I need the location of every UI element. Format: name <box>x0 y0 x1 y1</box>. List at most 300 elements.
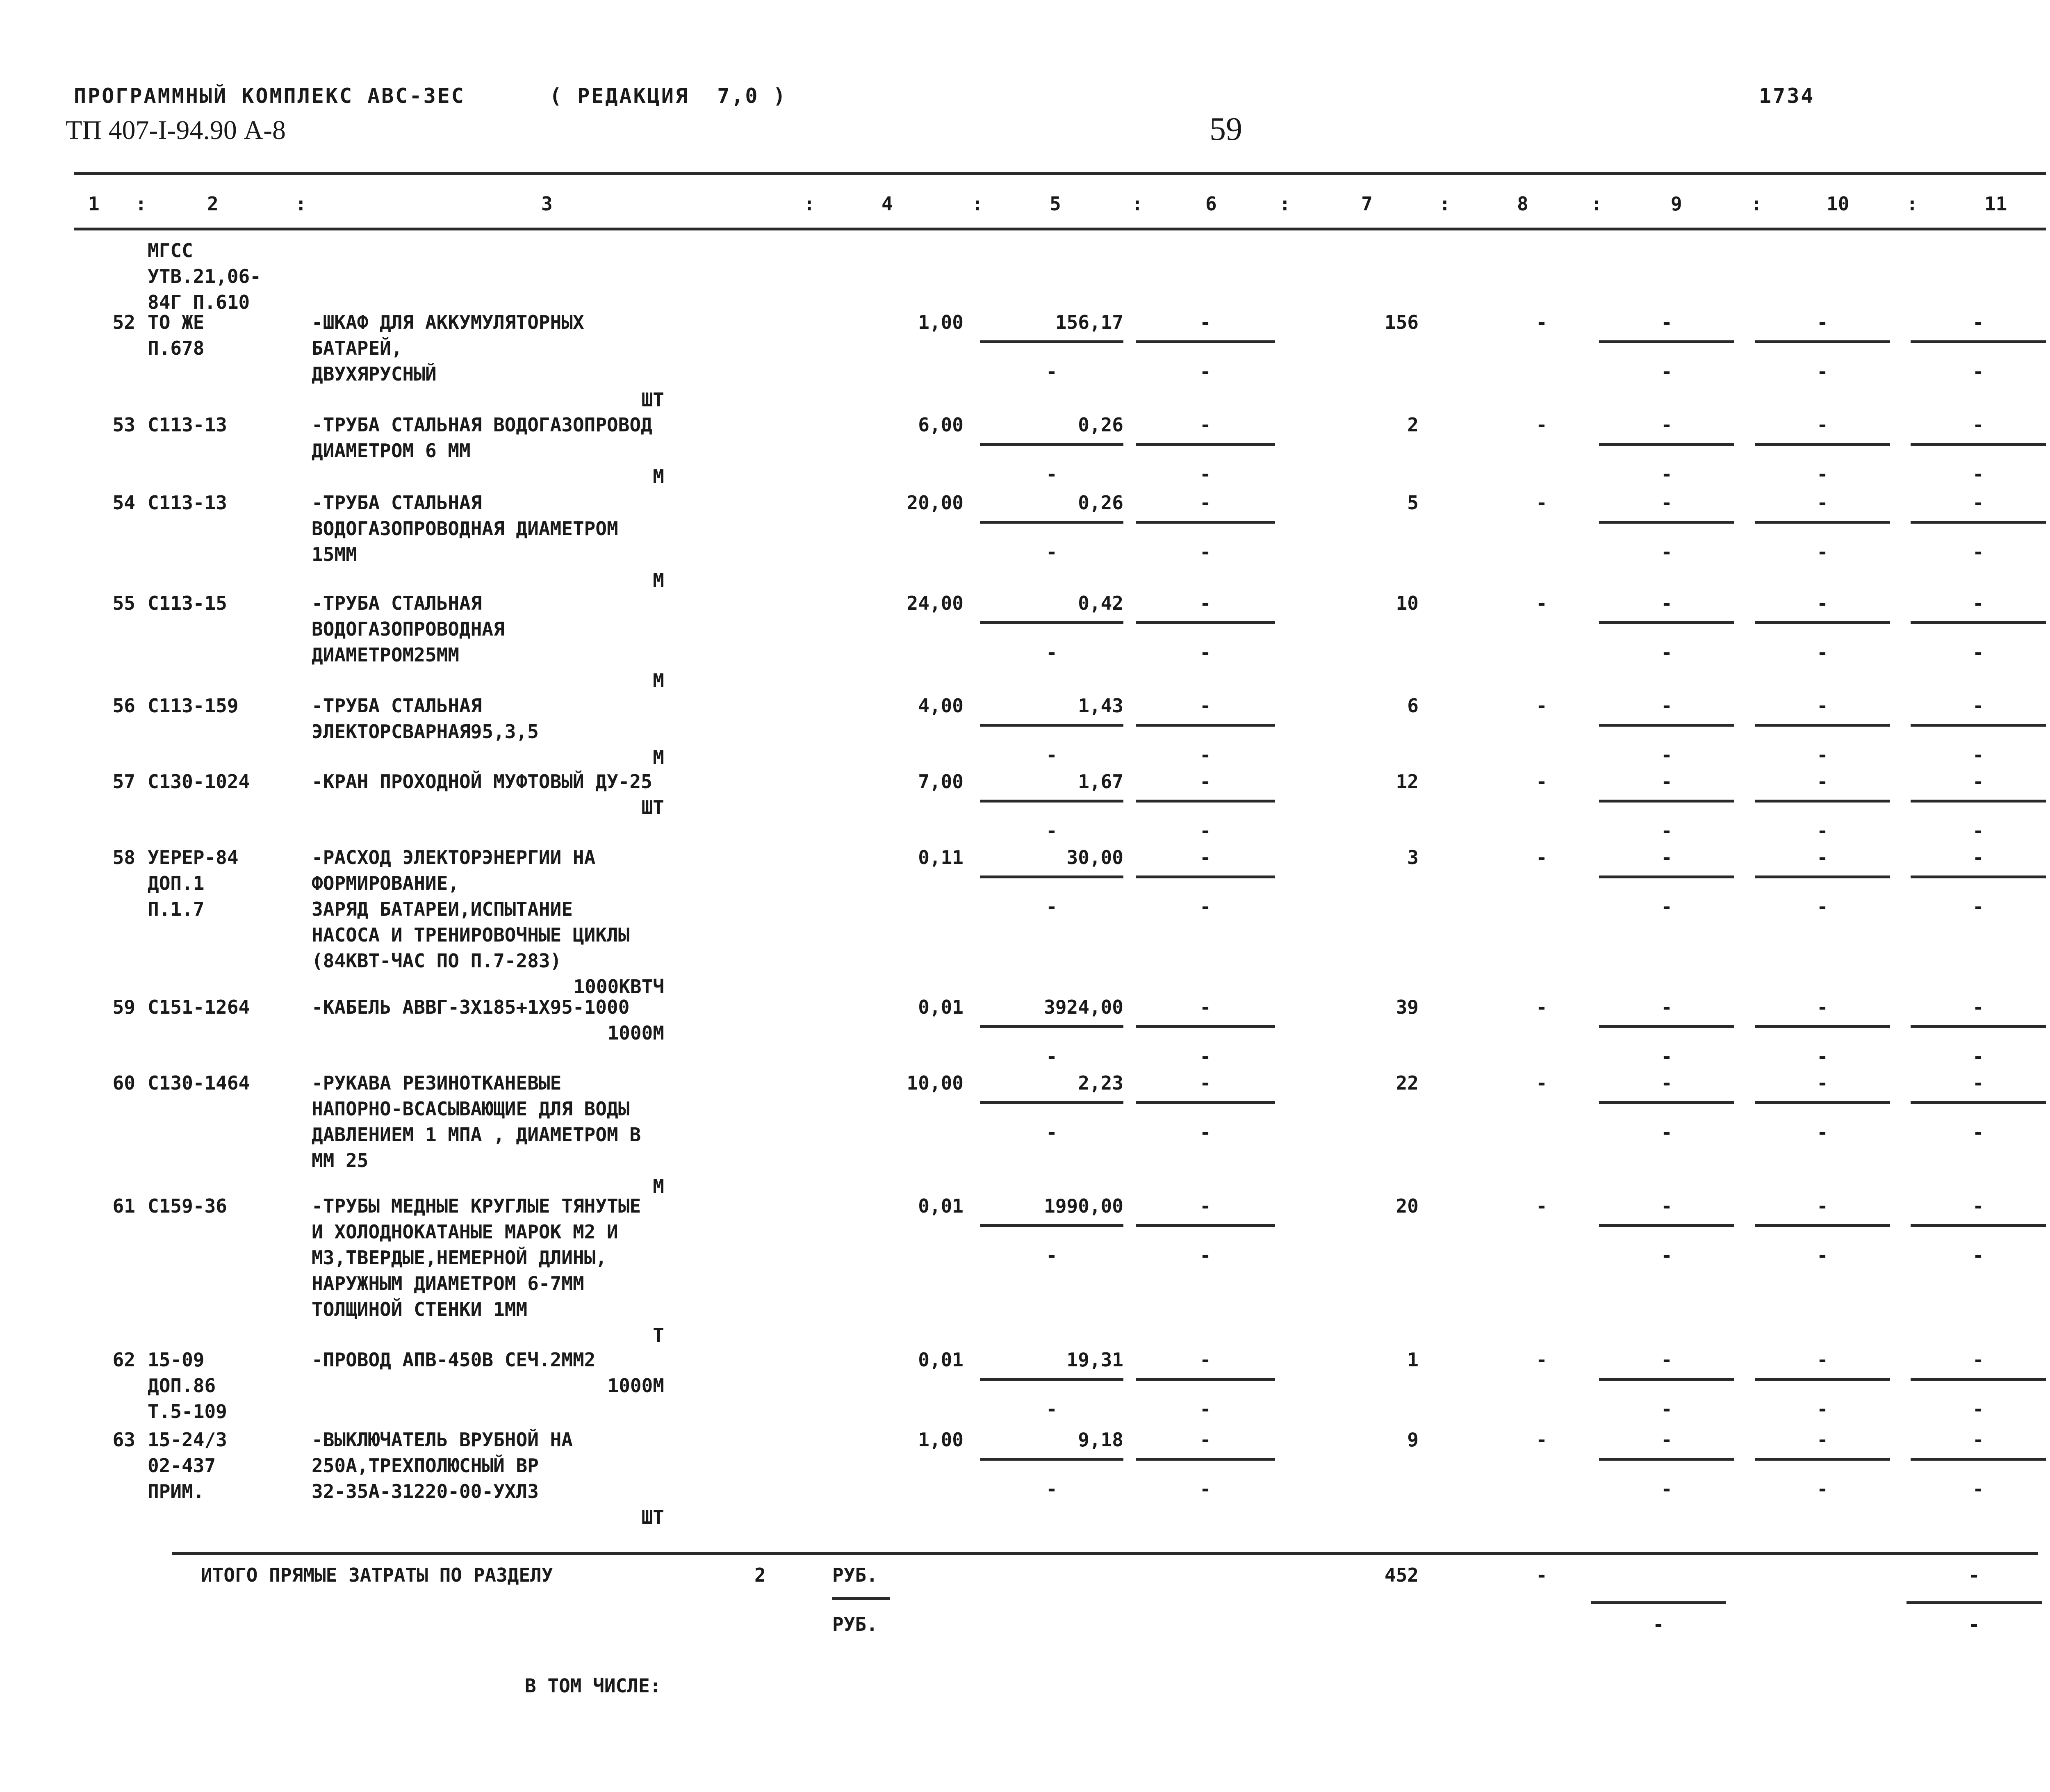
col6-sub-dash: - <box>1200 360 1211 383</box>
c10-underline <box>1755 724 1890 727</box>
c11-sub-dash: - <box>1973 541 1984 563</box>
c11-underline <box>1911 521 2046 524</box>
column-header-3: 3 <box>541 193 553 215</box>
col6-sub-dash: - <box>1200 1244 1211 1266</box>
col6-underline <box>1136 800 1275 803</box>
row-name: -КАБЕЛЬ АВВГ-3Х185+1Х95-1000 <box>312 996 630 1018</box>
price-sub-dash: - <box>1046 820 1057 842</box>
row-c11: - <box>1973 771 1984 793</box>
row-col8: - <box>1536 1349 1547 1371</box>
row-number: 61 <box>112 1195 135 1217</box>
c11-sub-dash: - <box>1973 1398 1984 1420</box>
row-col8: - <box>1536 592 1547 614</box>
row-unit: ШТ <box>641 1506 664 1528</box>
row-unit: ШТ <box>641 796 664 818</box>
row-col6: - <box>1200 592 1211 614</box>
col6-underline <box>1136 1224 1275 1227</box>
price-underline <box>980 1025 1123 1028</box>
c9-sub-dash: - <box>1661 1121 1672 1143</box>
price-underline <box>980 724 1123 727</box>
row-price: 1990,00 <box>1044 1195 1123 1217</box>
c10-sub-dash: - <box>1817 896 1828 918</box>
row-price: 9,18 <box>1078 1429 1123 1451</box>
col6-sub-dash: - <box>1200 896 1211 918</box>
row-name: -ТРУБА СТАЛЬНАЯ ВОДОГАЗОПРОВОДНАЯ ДИАМЕТРОМ25ММ <box>312 592 505 666</box>
row-qty: 24,00 <box>907 592 963 614</box>
row-col6: - <box>1200 1072 1211 1094</box>
row-code: С159-36 <box>148 1195 227 1217</box>
col6-sub-dash: - <box>1200 463 1211 485</box>
column-header-1: 1 <box>88 193 100 215</box>
row-unit: ШТ <box>641 389 664 411</box>
row-c10: - <box>1817 996 1828 1018</box>
row-qty: 0,01 <box>918 1195 963 1217</box>
row-code: С130-1024 <box>148 771 250 793</box>
row-c9: - <box>1661 846 1672 869</box>
c9-sub-dash: - <box>1661 896 1672 918</box>
price-underline <box>980 800 1123 803</box>
row-c10: - <box>1817 1429 1828 1451</box>
row-c11: - <box>1973 492 1984 514</box>
row-c11: - <box>1973 1429 1984 1451</box>
price-sub-dash: - <box>1046 1398 1057 1420</box>
column-header-4: 4 <box>882 193 893 215</box>
row-c10: - <box>1817 771 1828 793</box>
col6-underline <box>1136 875 1275 878</box>
row-c10: - <box>1817 1349 1828 1371</box>
c10-sub-dash: - <box>1817 1244 1828 1266</box>
c10-underline <box>1755 521 1890 524</box>
c11-underline <box>1911 1224 2046 1227</box>
row-col7: 6 <box>1407 695 1419 717</box>
row-col6: - <box>1200 492 1211 514</box>
c9-underline <box>1599 1458 1734 1461</box>
col6-underline <box>1136 724 1275 727</box>
col6-sub-dash: - <box>1200 1121 1211 1143</box>
c11-underline <box>1911 1458 2046 1461</box>
column-separator: : <box>1439 193 1451 215</box>
price-sub-dash: - <box>1046 641 1057 663</box>
column-separator: : <box>1279 193 1291 215</box>
row-name: -РАСХОД ЭЛЕКТОРЭНЕРГИИ НА ФОРМИРОВАНИЕ, ЗАРЯД БАТАРЕИ,ИСПЫТАНИЕ НАСОСА И ТРЕНИРОВОЧНЫЕ ЦИКЛЫ (84КВТ-ЧАС ПО П.7-283) <box>312 846 630 972</box>
row-col6: - <box>1200 1429 1211 1451</box>
c11-underline <box>1911 443 2046 446</box>
c11-sub-dash: - <box>1973 896 1984 918</box>
row-col6: - <box>1200 1195 1211 1217</box>
c9-sub-dash: - <box>1661 820 1672 842</box>
price-underline <box>980 621 1123 624</box>
row-code: С113-13 <box>148 492 227 514</box>
row-unit: Т <box>653 1324 664 1346</box>
total-col11-underline <box>1906 1601 2042 1604</box>
row-code: С130-1464 <box>148 1072 250 1094</box>
price-underline <box>980 443 1123 446</box>
total-unit-divider <box>832 1597 890 1600</box>
column-header-9: 9 <box>1671 193 1682 215</box>
row-col7: 12 <box>1396 771 1419 793</box>
row-number: 55 <box>112 592 135 614</box>
row-code: С113-15 <box>148 592 227 614</box>
c11-sub-dash: - <box>1973 820 1984 842</box>
row-c11: - <box>1973 592 1984 614</box>
row-col8: - <box>1536 846 1547 869</box>
top-rule <box>74 172 2046 175</box>
row-col8: - <box>1536 996 1547 1018</box>
row-c9: - <box>1661 592 1672 614</box>
c11-underline <box>1911 724 2046 727</box>
row-qty: 6,00 <box>918 414 963 436</box>
price-underline <box>980 1101 1123 1104</box>
row-price: 1,67 <box>1078 771 1123 793</box>
including-label: В ТОМ ЧИСЛЕ: <box>525 1675 661 1697</box>
row-number: 54 <box>112 492 135 514</box>
price-sub-dash: - <box>1046 1045 1057 1067</box>
c10-underline <box>1755 1224 1890 1227</box>
price-underline <box>980 1458 1123 1461</box>
col6-sub-dash: - <box>1200 641 1211 663</box>
row-c9: - <box>1661 311 1672 333</box>
total-col9-second: - <box>1653 1613 1664 1635</box>
c10-sub-dash: - <box>1817 641 1828 663</box>
row-c9: - <box>1661 1195 1672 1217</box>
c10-underline <box>1755 1025 1890 1028</box>
col6-underline <box>1136 340 1275 343</box>
price-sub-dash: - <box>1046 463 1057 485</box>
c9-underline <box>1599 443 1734 446</box>
c10-underline <box>1755 1378 1890 1381</box>
row-number: 57 <box>112 771 135 793</box>
row-number: 53 <box>112 414 135 436</box>
row-c11: - <box>1973 414 1984 436</box>
row-col7: 20 <box>1396 1195 1419 1217</box>
row-c10: - <box>1817 846 1828 869</box>
col6-sub-dash: - <box>1200 1398 1211 1420</box>
col6-underline <box>1136 1025 1275 1028</box>
row-qty: 7,00 <box>918 771 963 793</box>
c9-underline <box>1599 621 1734 624</box>
total-section: 2 <box>754 1564 766 1586</box>
c9-underline <box>1599 1378 1734 1381</box>
col6-sub-dash: - <box>1200 541 1211 563</box>
col6-underline <box>1136 621 1275 624</box>
price-sub-dash: - <box>1046 541 1057 563</box>
c10-underline <box>1755 800 1890 803</box>
c10-sub-dash: - <box>1817 1121 1828 1143</box>
row-c11: - <box>1973 311 1984 333</box>
row-price: 1,43 <box>1078 695 1123 717</box>
price-underline <box>980 1224 1123 1227</box>
row-col8: - <box>1536 771 1547 793</box>
c11-sub-dash: - <box>1973 744 1984 766</box>
row-c10: - <box>1817 311 1828 333</box>
page-number: 59 <box>1210 111 1242 147</box>
col6-underline <box>1136 1101 1275 1104</box>
price-sub-dash: - <box>1046 896 1057 918</box>
column-separator: : <box>804 193 815 215</box>
c9-sub-dash: - <box>1661 463 1672 485</box>
row-qty: 10,00 <box>907 1072 963 1094</box>
c9-underline <box>1599 340 1734 343</box>
c11-sub-dash: - <box>1973 463 1984 485</box>
c11-underline <box>1911 1378 2046 1381</box>
c9-underline <box>1599 1025 1734 1028</box>
price-sub-dash: - <box>1046 744 1057 766</box>
row-unit: М <box>653 569 664 591</box>
row-qty: 4,00 <box>918 695 963 717</box>
row-col8: - <box>1536 1429 1547 1451</box>
price-sub-dash: - <box>1046 360 1057 383</box>
row-number: 58 <box>112 846 135 869</box>
c11-underline <box>1911 1101 2046 1104</box>
col6-sub-dash: - <box>1200 1478 1211 1500</box>
c9-underline <box>1599 521 1734 524</box>
row-c9: - <box>1661 695 1672 717</box>
row-col7: 1 <box>1407 1349 1419 1371</box>
row-c10: - <box>1817 492 1828 514</box>
column-separator: : <box>1591 193 1602 215</box>
row-name: -ПРОВОД АПВ-450В СЕЧ.2ММ2 <box>312 1349 596 1371</box>
row-c10: - <box>1817 1072 1828 1094</box>
row-price: 156,17 <box>1055 311 1123 333</box>
row-c10: - <box>1817 592 1828 614</box>
row-col7: 9 <box>1407 1429 1419 1451</box>
row-col7: 39 <box>1396 996 1419 1018</box>
column-header-8: 8 <box>1517 193 1528 215</box>
c9-sub-dash: - <box>1661 1045 1672 1067</box>
row-code: ТО ЖЕ П.678 <box>148 311 205 359</box>
row-qty: 0,11 <box>918 846 963 869</box>
row-code: С113-13 <box>148 414 227 436</box>
c11-sub-dash: - <box>1973 1478 1984 1500</box>
row-code: УЕРЕР-84 ДОП.1 П.1.7 <box>148 846 239 920</box>
row-code: 15-09 ДОП.86 Т.5-109 <box>148 1349 227 1423</box>
row-col7: 3 <box>1407 846 1419 869</box>
c10-underline <box>1755 443 1890 446</box>
row-number: 56 <box>112 695 135 717</box>
row-col7: 156 <box>1384 311 1419 333</box>
row-c9: - <box>1661 492 1672 514</box>
c10-sub-dash: - <box>1817 1398 1828 1420</box>
c11-underline <box>1911 875 2046 878</box>
column-separator: : <box>135 193 147 215</box>
row-col8: - <box>1536 492 1547 514</box>
row-col8: - <box>1536 1195 1547 1217</box>
col6-sub-dash: - <box>1200 744 1211 766</box>
row-code: С151-1264 <box>148 996 250 1018</box>
row-col6: - <box>1200 695 1211 717</box>
total-col8: - <box>1536 1564 1547 1586</box>
price-sub-dash: - <box>1046 1121 1057 1143</box>
row-qty: 1,00 <box>918 311 963 333</box>
row-unit: 1000М <box>607 1375 664 1397</box>
row-c10: - <box>1817 414 1828 436</box>
c11-sub-dash: - <box>1973 641 1984 663</box>
column-header-7: 7 <box>1361 193 1373 215</box>
row-price: 3924,00 <box>1044 996 1123 1018</box>
row-price: 0,42 <box>1078 592 1123 614</box>
row-number: 63 <box>112 1429 135 1451</box>
row-name: -ТРУБА СТАЛЬНАЯ ЭЛЕКТОРСВАРНАЯ95,3,5 <box>312 695 539 743</box>
col6-underline <box>1136 1458 1275 1461</box>
column-separator: : <box>1906 193 1918 215</box>
document-id: ТП 407-I-94.90 А-8 <box>66 115 286 145</box>
row-unit: М <box>653 746 664 768</box>
row-c10: - <box>1817 1195 1828 1217</box>
row-c9: - <box>1661 1349 1672 1371</box>
row-name: -ТРУБЫ МЕДНЫЕ КРУГЛЫЕ ТЯНУТЫЕ И ХОЛОДНОКАТАНЫЕ МАРОК М2 И М3,ТВЕРДЫЕ,НЕМЕРНОЙ ДЛИНЫ, НАРУЖНЫМ ДИАМЕТРОМ 6-7ММ ТОЛЩИНОЙ СТЕНКИ 1ММ <box>312 1195 641 1320</box>
price-underline <box>980 875 1123 878</box>
row-col7: 22 <box>1396 1072 1419 1094</box>
row-col6: - <box>1200 311 1211 333</box>
c10-underline <box>1755 340 1890 343</box>
c11-sub-dash: - <box>1973 1244 1984 1266</box>
row-c11: - <box>1973 695 1984 717</box>
row-c11: - <box>1973 1072 1984 1094</box>
row-name: -ШКАФ ДЛЯ АККУМУЛЯТОРНЫХ БАТАРЕЙ, ДВУХЯРУСНЫЙ <box>312 311 584 385</box>
c9-sub-dash: - <box>1661 1478 1672 1500</box>
total-col11-second: - <box>1968 1613 1980 1635</box>
row-price: 0,26 <box>1078 492 1123 514</box>
row-col6: - <box>1200 846 1211 869</box>
row-col8: - <box>1536 414 1547 436</box>
row-price: 19,31 <box>1066 1349 1123 1371</box>
c10-sub-dash: - <box>1817 360 1828 383</box>
row-code: МГСС УТВ.21,06- 84Г П.610 <box>148 239 261 313</box>
row-col7: 10 <box>1396 592 1419 614</box>
header-rule <box>74 228 2046 230</box>
c9-underline <box>1599 1101 1734 1104</box>
c9-underline <box>1599 724 1734 727</box>
row-code: 15-24/3 02-437 ПРИМ. <box>148 1429 227 1502</box>
row-col6: - <box>1200 1349 1211 1371</box>
row-c11: - <box>1973 1195 1984 1217</box>
row-price: 0,26 <box>1078 414 1123 436</box>
total-col11: - <box>1968 1564 1980 1586</box>
row-col8: - <box>1536 1072 1547 1094</box>
row-qty: 1,00 <box>918 1429 963 1451</box>
total-label: ИТОГО ПРЯМЫЕ ЗАТРАТЫ ПО РАЗДЕЛУ <box>201 1564 553 1586</box>
price-underline <box>980 521 1123 524</box>
row-unit: М <box>653 670 664 692</box>
total-unit-rub-second: РУБ. <box>832 1613 878 1635</box>
column-separator: : <box>972 193 983 215</box>
c10-sub-dash: - <box>1817 463 1828 485</box>
col6-sub-dash: - <box>1200 820 1211 842</box>
row-name: -ТРУБА СТАЛЬНАЯ ВОДОГАЗОПРОВОДНАЯ ДИАМЕТРОМ 15ММ <box>312 492 618 565</box>
row-c9: - <box>1661 1429 1672 1451</box>
row-col7: 5 <box>1407 492 1419 514</box>
column-header-6: 6 <box>1205 193 1217 215</box>
c9-underline <box>1599 1224 1734 1227</box>
price-underline <box>980 340 1123 343</box>
row-unit: М <box>653 465 664 488</box>
c11-underline <box>1911 800 2046 803</box>
sheet-code: 1734 <box>1759 84 1815 108</box>
col6-sub-dash: - <box>1200 1045 1211 1067</box>
row-name: -КРАН ПРОХОДНОЙ МУФТОВЫЙ ДУ-25 <box>312 771 652 793</box>
c10-underline <box>1755 875 1890 878</box>
col6-underline <box>1136 1378 1275 1381</box>
c10-sub-dash: - <box>1817 1478 1828 1500</box>
c11-underline <box>1911 621 2046 624</box>
c11-underline <box>1911 1025 2046 1028</box>
row-c9: - <box>1661 996 1672 1018</box>
row-number: 59 <box>112 996 135 1018</box>
c10-sub-dash: - <box>1817 1045 1828 1067</box>
c9-sub-dash: - <box>1661 541 1672 563</box>
column-separator: : <box>1132 193 1143 215</box>
row-code: С113-159 <box>148 695 239 717</box>
row-number: 52 <box>112 311 135 333</box>
row-name: -ВЫКЛЮЧАТЕЛЬ ВРУБНОЙ НА 250А,ТРЕХПОЛЮСНЫЙ ВР 32-35А-31220-00-УХЛ3 <box>312 1429 573 1502</box>
c10-underline <box>1755 1458 1890 1461</box>
row-qty: 0,01 <box>918 996 963 1018</box>
row-c9: - <box>1661 771 1672 793</box>
column-header-2: 2 <box>207 193 219 215</box>
edition-label: ( РЕДАКЦИЯ 7,0 ) <box>549 84 787 108</box>
column-separator: : <box>295 193 307 215</box>
column-header-10: 10 <box>1827 193 1850 215</box>
column-separator: : <box>1751 193 1762 215</box>
row-name: -ТРУБА СТАЛЬНАЯ ВОДОГАЗОПРОВОД ДИАМЕТРОМ 6 ММ <box>312 414 652 462</box>
row-col6: - <box>1200 414 1211 436</box>
row-number: 60 <box>112 1072 135 1094</box>
row-number: 62 <box>112 1349 135 1371</box>
row-col8: - <box>1536 311 1547 333</box>
row-c11: - <box>1973 1349 1984 1371</box>
c10-sub-dash: - <box>1817 541 1828 563</box>
c11-sub-dash: - <box>1973 1045 1984 1067</box>
c11-underline <box>1911 340 2046 343</box>
c10-sub-dash: - <box>1817 744 1828 766</box>
row-unit: 1000КВТЧ <box>573 976 664 998</box>
row-col7: 2 <box>1407 414 1419 436</box>
total-rule <box>172 1552 2038 1555</box>
row-c9: - <box>1661 414 1672 436</box>
row-c9: - <box>1661 1072 1672 1094</box>
row-c11: - <box>1973 846 1984 869</box>
column-header-5: 5 <box>1050 193 1061 215</box>
row-qty: 0,01 <box>918 1349 963 1371</box>
row-name: -РУКАВА РЕЗИНОТКАНЕВЫЕ НАПОРНО-ВСАСЫВАЮЩИЕ ДЛЯ ВОДЫ ДАВЛЕНИЕМ 1 МПА , ДИАМЕТРОМ В ММ 25 <box>312 1072 641 1172</box>
row-col6: - <box>1200 996 1211 1018</box>
c9-sub-dash: - <box>1661 641 1672 663</box>
c10-underline <box>1755 1101 1890 1104</box>
row-c10: - <box>1817 695 1828 717</box>
c10-sub-dash: - <box>1817 820 1828 842</box>
column-header-11: 11 <box>1984 193 2007 215</box>
c9-sub-dash: - <box>1661 744 1672 766</box>
row-price: 2,23 <box>1078 1072 1123 1094</box>
price-sub-dash: - <box>1046 1478 1057 1500</box>
total-sum: 452 <box>1384 1564 1419 1586</box>
c9-underline <box>1599 800 1734 803</box>
c11-sub-dash: - <box>1973 1121 1984 1143</box>
c9-underline <box>1599 875 1734 878</box>
col6-underline <box>1136 443 1275 446</box>
col6-underline <box>1136 521 1275 524</box>
price-underline <box>980 1378 1123 1381</box>
row-col6: - <box>1200 771 1211 793</box>
row-c11: - <box>1973 996 1984 1018</box>
total-unit-rub: РУБ. <box>832 1564 878 1586</box>
c9-sub-dash: - <box>1661 1244 1672 1266</box>
row-col8: - <box>1536 695 1547 717</box>
c11-sub-dash: - <box>1973 360 1984 383</box>
row-unit: М <box>653 1175 664 1197</box>
c9-sub-dash: - <box>1661 360 1672 383</box>
row-qty: 20,00 <box>907 492 963 514</box>
